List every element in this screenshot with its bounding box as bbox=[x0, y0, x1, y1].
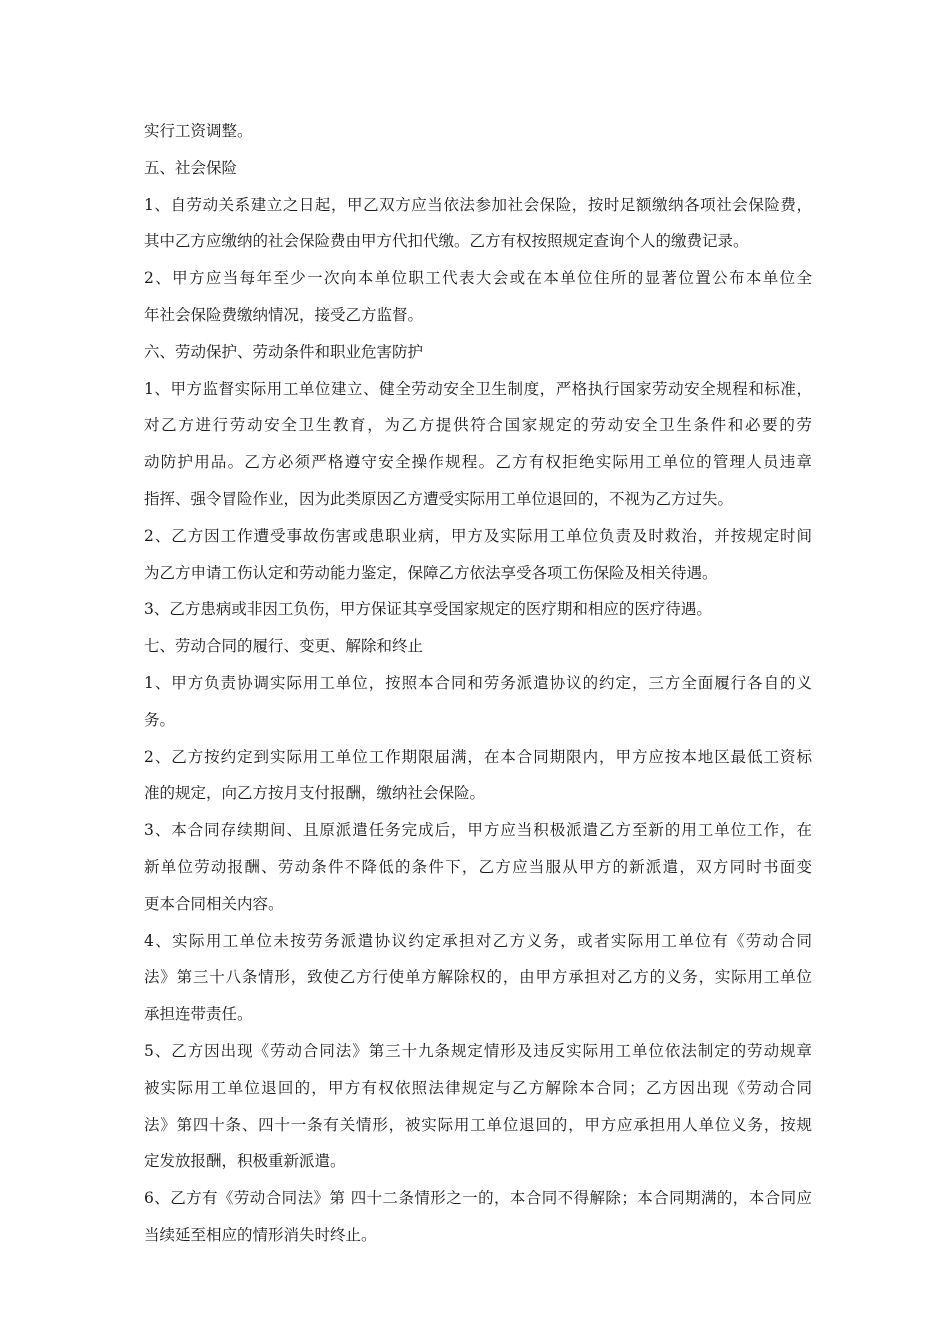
text-line: 为乙方申请工伤认定和劳动能力鉴定，保障乙方依法享受各项工伤保险及相关待遇。 bbox=[144, 563, 718, 582]
text-line: 1、甲方监督实际用工单位建立、健全劳动安全卫生制度，严格执行国家劳动安全规程和标准， bbox=[144, 379, 812, 398]
document-body bbox=[144, 113, 812, 1254]
text-line: 被实际用工单位退回的，甲方有权依照法律规定与乙方解除本合同；乙方因出现《劳动合同 bbox=[144, 1078, 812, 1097]
text-line: 1、自劳动关系建立之日起，甲乙双方应当依法参加社会保险，按时足额缴纳各项社会保险费， bbox=[144, 195, 812, 214]
text-line: 动防护用品。乙方必须严格遵守安全操作规程。乙方有权拒绝实际用工单位的管理人员违章 bbox=[144, 453, 812, 472]
text-line: 5、乙方因出现《劳动合同法》第三十九条规定情形及违反实际用工单位依法制定的劳动规章 bbox=[144, 1041, 812, 1060]
text-line: 2、甲方应当每年至少一次向本单位职工代表大会或在本单位住所的显著位置公布本单位全 bbox=[144, 269, 812, 288]
text-line: 2、乙方按约定到实际用工单位工作期限届满，在本合同期限内，甲方应按本地区最低工资标 bbox=[144, 747, 812, 766]
text-line: 指挥、强令冒险作业，因为此类原因乙方遭受实际用工单位退回的，不视为乙方过失。 bbox=[144, 489, 734, 508]
text-line: 定发放报酬，积极重新派遣。 bbox=[144, 1152, 346, 1171]
text-line: 2、乙方因工作遭受事故伤害或患职业病，甲方及实际用工单位负责及时救治，并按规定时间 bbox=[144, 526, 812, 545]
text-line: 当续延至相应的情形消失时终止。 bbox=[144, 1225, 377, 1244]
text-line: 新单位劳动报酬、劳动条件不降低的条件下，乙方应当服从甲方的新派遣，双方同时书面变 bbox=[144, 857, 812, 876]
text-line: 6、乙方有《劳动合同法》第 四十二条情形之一的，本合同不得解除；本合同期满的，本合同应 bbox=[144, 1189, 812, 1208]
text-line: 3、乙方患病或非因工负伤，甲方保证其享受国家规定的医疗期和相应的医疗待遇。 bbox=[144, 600, 712, 619]
text-line: 实行工资调整。 bbox=[144, 122, 253, 140]
text-line: 准的规定，向乙方按月支付报酬，缴纳社会保险。 bbox=[144, 784, 486, 803]
text-line: 4、实际用工单位未按劳务派遣协议约定承担对乙方义务，或者实际用工单位有《劳动合同 bbox=[144, 931, 812, 950]
text-line: 七、劳动合同的履行、变更、解除和终止 bbox=[144, 637, 424, 656]
text-line: 3、本合同存续期间、且原派遣任务完成后，甲方应当积极派遣乙方至新的用工单位工作，在 bbox=[144, 821, 812, 840]
text-line: 六、劳动保护、劳动条件和职业危害防护 bbox=[144, 342, 424, 361]
text-line: 五、社会保险 bbox=[144, 158, 238, 177]
text-line: 法》第四十条、四十一条有关情形，被实际用工单位退回的，甲方应承担用人单位义务，按规 bbox=[144, 1115, 812, 1134]
text-line: 承担连带责任。 bbox=[144, 1005, 253, 1024]
text-line: 更本合同相关内容。 bbox=[144, 894, 284, 913]
text-line: 1、甲方负责协调实际用工单位，按照本合同和劳务派遣协议的约定，三方全面履行各自的义 bbox=[144, 673, 812, 692]
text-line: 对乙方进行劳动安全卫生教育，为乙方提供符合国家规定的劳动安全卫生条件和必要的劳 bbox=[144, 416, 812, 435]
text-line: 法》第三十八条情形，致使乙方行使单方解除权的，由甲方承担对乙方的义务，实际用工单位 bbox=[144, 968, 812, 987]
text-line: 其中乙方应缴纳的社会保险费由甲方代扣代缴。乙方有权按照规定查询个人的缴费记录。 bbox=[144, 232, 749, 251]
text-line: 务。 bbox=[144, 710, 176, 729]
text-line: 年社会保险费缴纳情况，接受乙方监督。 bbox=[144, 305, 424, 324]
